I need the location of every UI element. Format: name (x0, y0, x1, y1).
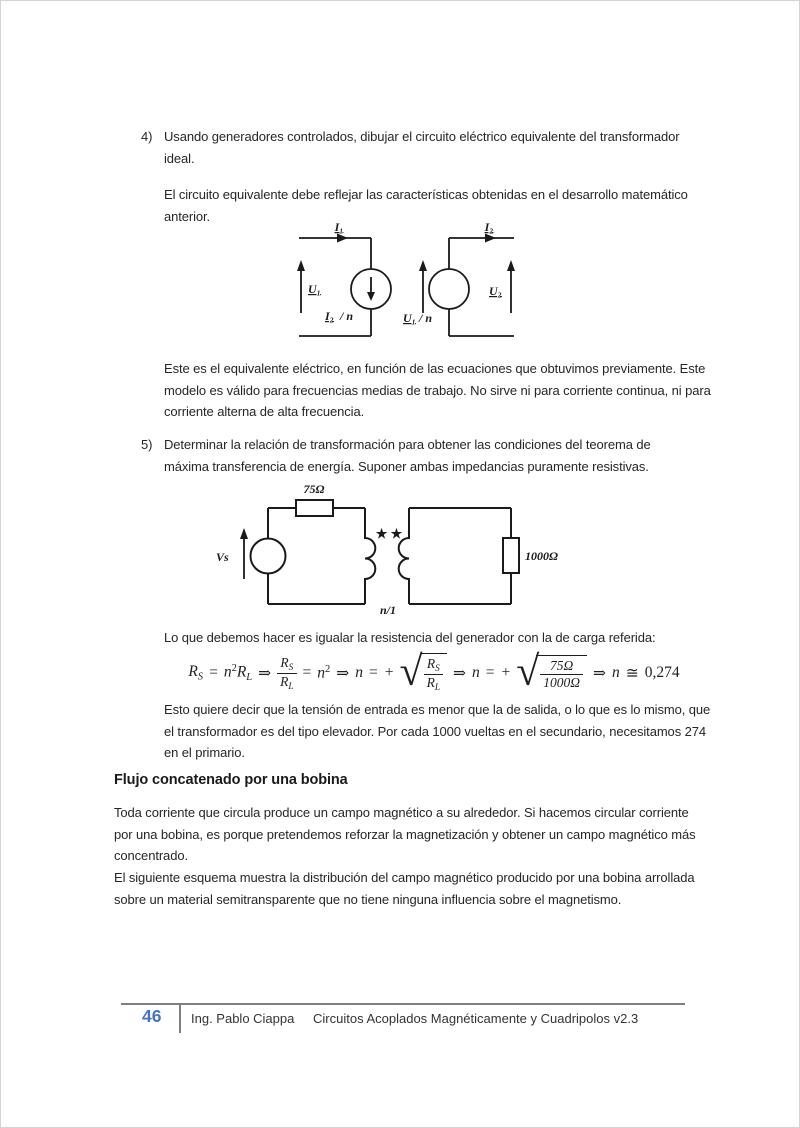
paragraph-conclusion: Esto quiere decir que la tensión de entrada es menor que la de salida, o lo que es lo mismo, que el transformador es del tipo elevador. Por cada 1000 vueltas en el secundario, necesitamos 274 en el primario. (164, 702, 711, 760)
label-u1-over-n-divisor: / n (419, 311, 433, 325)
list-item-4 (141, 126, 693, 169)
controlled-voltage-source (429, 269, 469, 309)
eq-operator: = (369, 664, 378, 681)
label-u1-over-n-symbol: U₁ (403, 311, 416, 325)
eq-operator: ⇒ (258, 664, 272, 682)
label-source-voltage: Vs (216, 550, 229, 564)
paragraph-model-validity: Este es el equivalente eléctrico, en función de las ecuaciones que obtuvimos previamente. Este modelo es válido para frecuencias medias de trabajo. No sirve ni para corriente continua, ni para corriente alterna de alta frecuencia. (164, 361, 711, 419)
paragraph-equivalent-intro: El circuito equivalente debe reflejar las características obtenidas en el desarrollo matemático anterior. (164, 187, 688, 224)
load-resistor (503, 538, 519, 573)
eq-fraction: $\frac{R_S}{R_L}$ (277, 655, 296, 692)
max-power-transfer-circuit-diagram (199, 479, 564, 627)
footer-divider (179, 1005, 181, 1033)
source-inner-arrowhead (367, 292, 375, 301)
eq-term: $n^2$ (317, 663, 331, 682)
list-text: Determinar la relación de transformación para obtener las condiciones del teorema de máxima transferencia de energía. Suponer ambas impedancias puramente resistivas. (164, 437, 651, 474)
voltage-arrowhead-u1n (419, 260, 427, 271)
list-text: Usando generadores controlados, dibujar el circuito eléctrico equivalente del transformador ideal. (164, 129, 680, 166)
label-i2-over-n-symbol: I₂ (325, 309, 334, 323)
label-i1: I₁ (334, 220, 344, 234)
eq-operator: = (302, 664, 312, 681)
eq-term: n (612, 664, 620, 681)
list-number: 5) (141, 437, 153, 452)
ideal-transformer-equivalent-diagram (279, 219, 549, 354)
max-transfer-equation (164, 646, 704, 700)
eq-term: n (471, 664, 480, 681)
source-loop (216, 482, 375, 604)
voltage-source (251, 539, 286, 574)
eq-term: $R_S$ (188, 663, 204, 683)
eq-operator: = (209, 664, 218, 681)
eq-operator: ⇒ (336, 664, 350, 682)
eq-operator: + (384, 664, 394, 681)
label-i2-over-n-divisor: / n (340, 309, 354, 323)
section-heading-flujo: Flujo concatenado por una bobina (114, 772, 348, 788)
voltage-arrowhead-u2 (507, 260, 515, 271)
eq-term: n (355, 664, 364, 681)
label-u2: U₂ (489, 284, 502, 298)
label-series-resistance: 75Ω (303, 482, 325, 496)
footer-author: Ing. Pablo Ciappa (191, 1011, 295, 1026)
eq-operator: = (485, 664, 495, 681)
current-arrowhead-i2 (485, 234, 496, 243)
series-resistor (296, 500, 333, 516)
footer-page-number: 46 (142, 1006, 162, 1026)
list-item-5 (141, 434, 693, 477)
secondary-coil (399, 508, 409, 604)
eq-operator: + (501, 664, 511, 681)
footer-document-title: Circuitos Acoplados Magnéticamente y Cuadripolos v2.3 (313, 1011, 639, 1026)
label-turns-ratio: n/1 (379, 603, 397, 617)
current-arrowhead-i1 (337, 234, 348, 243)
coupling-dots-icon: ★ ★ (375, 526, 403, 541)
eq-operator: ⇒ (593, 664, 607, 682)
label-load-resistance: 1000Ω (525, 549, 558, 563)
eq-term: $n^2R_L$ (223, 663, 253, 683)
eq-operator: ⇒ (452, 664, 466, 682)
eq-sqrt: √ $\frac{R_S}{R_L}$ (400, 653, 447, 693)
paragraph-flux-2: El siguiente esquema muestra la distribución del campo magnético producido por una bobina arrollada sobre un material semitransparente que no tiene ninguna influencia sobre el magnetismo. (114, 870, 695, 907)
voltage-arrowhead-u1 (297, 260, 305, 271)
secondary-wires (449, 238, 514, 336)
source-voltage-arrowhead (240, 528, 248, 539)
label-i2: I₂ (484, 220, 494, 234)
primary-port (297, 220, 391, 336)
paragraph-flux-1: Toda corriente que circula produce un campo magnético a su alrededor. Si hacemos circular corriente por una bobina, es porque pretendemos reforzar la magnetización y obtener un campo magnético más concentrado. (114, 805, 696, 863)
eq-sqrt: √ $\frac{75\Omega}{1000\Omega}$ (516, 654, 587, 692)
source-loop-wires (268, 508, 365, 604)
footer-rule (121, 1003, 685, 1005)
load-loop-wires (409, 508, 511, 604)
secondary-port (403, 220, 515, 336)
list-number: 4) (141, 129, 153, 144)
primary-coil (365, 508, 375, 604)
paragraph-equalize: Lo que debemos hacer es igualar la resistencia del generador con la de carga referida: (164, 630, 656, 645)
eq-result: 0,274 (644, 664, 680, 681)
load-loop (399, 508, 558, 604)
label-u1: U₁ (308, 282, 321, 296)
eq-operator: ≅ (625, 664, 639, 682)
